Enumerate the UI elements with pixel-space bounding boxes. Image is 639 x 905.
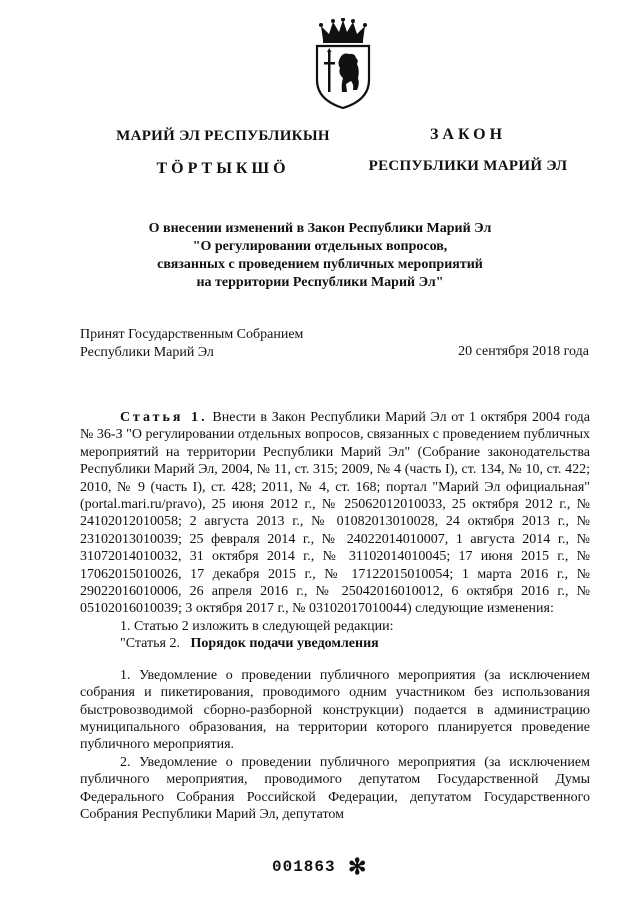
article-1-text: Внести в Закон Республики Марий Эл от 1 октября 2004 года № 36-З "О регулировании отдельных вопросов, связанных с проведением публичных мероприятий на территории Республики Марий Эл" (Собрание законодательства Республики Марий Эл, 2004, № 11, ст. 315; 2009, № 4 (часть I), ст. 134, № 10, ст. 422; 2010, № 9 (часть I), ст. 428; 2011, № 4, ст. 168; портал "Марий Эл официальная" (portal.mari.ru/pravo), 25 июня 2012 г., № 25062012010033, 25 октября 2012 г., № 24102012010058; 2 августа 2013 г., № 01082013010028, 24 октября 2013 г., № 23102013010039; 25 февраля 2014 г., № 24022014010007, 1 августа 2014 г., № 31072014010032, 31 октября 2014 г., № 31102014010045; 17 июня 2015 г., № 17062015010026, 17 декабря 2015 г., № 17122015010054; 1 марта 2016 г., № 29022016010006, 26 апреля 2016 г., № 25042016010012, 6 октября 2016 г., № 05102016010039; 3 октября 2017 г., № 03102017010044) следующие изменения:: [80, 410, 591, 617]
article-2-label: "Статья 2.: [120, 636, 180, 652]
adoption-line2: Республики Марий Эл: [80, 345, 214, 360]
article-2-heading: [80, 635, 590, 652]
header-right-line1: ЗАКОН: [429, 126, 507, 143]
law-title-line: связанных с проведением публичных мероприятий: [157, 257, 483, 272]
header-left-line2: ТӦРТЫКШӦ: [156, 160, 290, 177]
header-left-line1: МАРИЙ ЭЛ РЕСПУБЛИКЫН: [116, 128, 330, 144]
coat-of-arms-emblem: [313, 18, 373, 110]
article-2-paragraph-1: 1. Уведомление о проведении публичного мероприятия (за исключением собрания и пикетирования, проводимого одним участником без использования быстровозводимой сборно-разборной конструкции) подается в администрацию муниципального образования, на территории которого планируется проведение публичного мероприятия.: [80, 667, 590, 753]
law-title: [80, 220, 560, 292]
document-body: [80, 409, 590, 823]
asterisk-mark-icon: ✻: [348, 854, 367, 879]
adoption-date: 20 сентября 2018 года: [458, 344, 589, 359]
article-2-title: Порядок подачи уведомления: [190, 636, 379, 652]
header-right-line2: РЕСПУБЛИКИ МАРИЙ ЭЛ: [368, 158, 568, 174]
law-title-line: на территории Республики Марий Эл": [196, 275, 444, 290]
law-title-line: "О регулировании отдельных вопросов,: [192, 239, 448, 254]
adoption-line1: Принят Государственным Собранием: [80, 327, 304, 342]
adoption-statement: [80, 326, 303, 362]
law-title-line: О внесении изменений в Закон Республики Марий Эл: [148, 221, 492, 236]
article-1-label: Статья 1.: [120, 410, 208, 425]
article-1-paragraph: [80, 409, 590, 618]
document-serial-number: 001863: [272, 858, 336, 876]
article-2-paragraph-2: 2. Уведомление о проведении публичного мероприятия (за исключением публичного мероприятия, проводимого депутатом Государственной Думы Федерального Собрания Российской Федерации, депутатом Государственного Собрания Республики Марий Эл, депутатом: [80, 754, 590, 822]
item-1: 1. Статью 2 изложить в следующей редакции:: [120, 618, 394, 634]
